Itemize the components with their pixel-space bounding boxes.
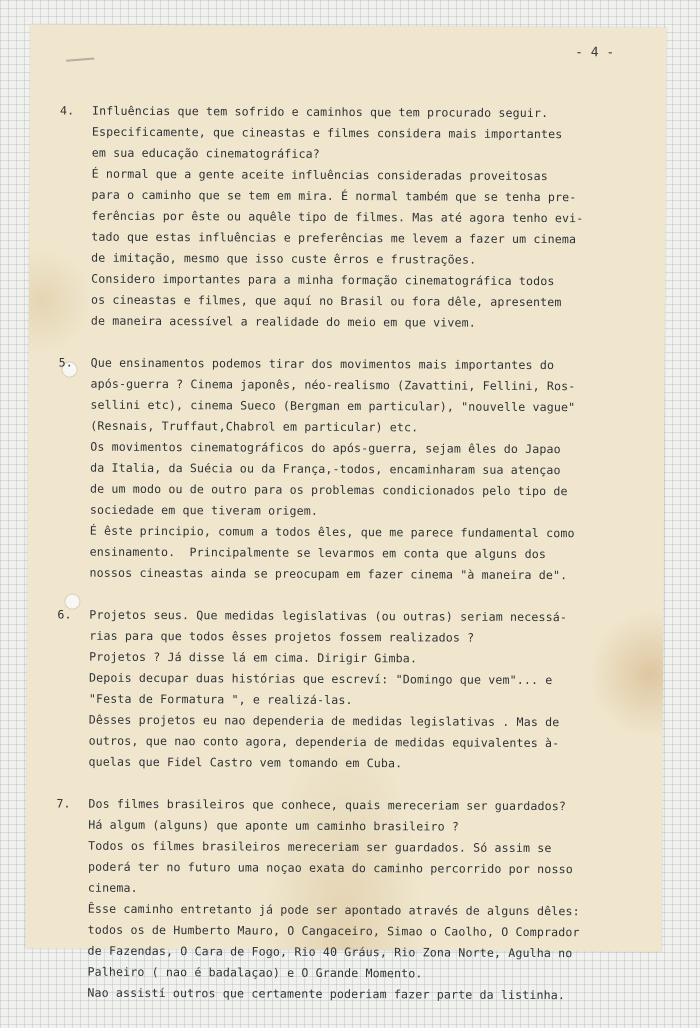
text-line: Dos filmes brasileiros que conhece, quais mereceriam ser guardados? [88,796,567,814]
text-line: Os movimentos cinematográficos do após-guerra, sejam êles do Japao [90,439,561,457]
text-line: após-guerra ? Cinema japonês, néo-realismo (Zavattini, Fellini, Ros- [90,376,576,394]
text-line: de Fazendas, O Cara de Fogo, Rio 40 Gráus, Rio Zona Norte, Agulha no [87,943,573,961]
text-line: É normal que a gente aceite influências consideradas proveitosas [91,166,549,184]
pencil-mark [66,57,94,61]
text-line: cinema. [87,880,138,895]
text-line: Especificamente, que cineastas e filmes considera mais importantes [91,124,563,142]
text-line: Há algum (alguns) que aponte um caminho brasileiro ? [88,817,460,834]
text-line: sellini etc), cinema Sueco (Bergman em particular), "nouvelle vague" [90,397,576,415]
text-line: ferências por êste ou aquêle tipo de filmes. Mas até agora tenho evi- [91,208,584,226]
text-line: em sua educação cinematográfica? [91,145,320,161]
text-line: Que ensinamentos podemos tirar dos movimentos mais importantes do [90,355,555,373]
text-line: Influências que tem sofrido e caminhos que tem procurado seguir. [91,103,549,121]
typed-content [56,101,652,1028]
text-line: para o caminho que se tem em mira. É normal também que se tenha pre- [91,187,577,205]
text-line: Palheiro ( nao é badalaçao) e O Grande Momento. [87,964,423,981]
question-6 [57,605,650,776]
text-line: tado que estas influências e preferências me levem a fazer um cinema [91,229,577,247]
text-line: Depois decupar duas histórias que escreví: "Domingo que vem"... e [88,670,553,688]
text-line: de um modo ou de outro para os problemas condicionados pelo tipo de [89,481,568,499]
text-line: quelas que Fidel Castro vem tomando em Cuba. [88,754,403,771]
text-line: Todos os filmes brasileiros mereceriam ser guardados. Só assim se [88,838,552,856]
text-line: Projetos seus. Que medidas legislativas (ou outras) seriam necessá- [89,607,568,625]
text-line: sociedade em que tiveram origem. [89,502,319,518]
text-line: (Resnais, Truffaut,Chabrol em particular) etc. [90,418,419,435]
text-line: os cineastas e filmes, que aquí no Brasil ou fora dêle, apresentem [90,292,562,310]
question-number: 5. [58,355,73,370]
question-4 [59,101,652,335]
text-line: de imitação, mesmo que isso custe êrros e frustrações. [91,250,477,267]
question-number: 6. [57,607,72,622]
text-line: Dêsses projetos eu nao dependeria de medidas legislativas . Mas de [88,712,560,730]
text-line: nossos cineastas ainda se preocupam em fazer cinema "à maneira de". [89,565,568,583]
question-number: 4. [59,103,75,118]
text-line: É êste principio, comum a todos êles, que me parece fundamental como [89,523,575,541]
question-7 [56,794,648,1007]
question-number: 7. [56,796,71,811]
text-line: Êsse caminho entretanto já pode ser apontado através de alguns dêles: [87,901,580,919]
question-5 [58,353,650,587]
text-line: Nao assistí outros que certamente poderiam fazer parte da listinha. [87,985,566,1003]
text-line: da Italia, da Suécia ou da França,-todos, encaminharam sua atençao [90,460,561,478]
text-line: todos os de Humberto Mauro, O Cangaceiro, Simao o Caolho, O Comprador [87,922,580,940]
text-line: outros, que nao conto agora, dependeria de medidas equivalentes à- [88,733,560,751]
page-number: - 4 - [575,45,615,61]
text-line: ensinamento. Principalmente se levarmos em conta que alguns dos [89,544,547,562]
paper-sheet [26,24,667,1003]
text-line: Projetos ? Já disse lá em cima. Dirigir Gimba. [89,649,418,666]
text-line: de maneira acessível a realidade do meio em que vivem. [90,313,476,330]
text-line: "Festa de Formatura ", e realizá-las. [88,691,353,708]
text-line: rias para que todos êsses projetos fossem realizados ? [89,628,475,645]
text-line: Considero importantes para a minha formação cinematográfica todos [91,271,555,289]
text-line: poderá ter no futuro uma noçao exata do caminho percorrido por nosso [87,859,573,877]
